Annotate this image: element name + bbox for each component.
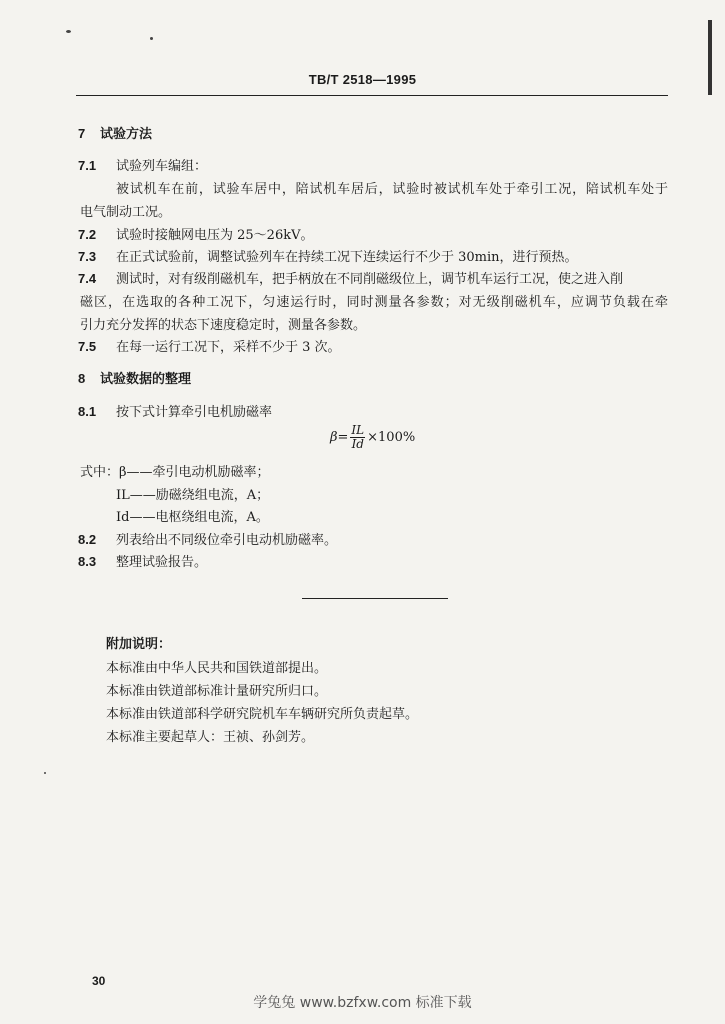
page-number: 30: [92, 974, 106, 988]
item-7-4: [78, 268, 668, 287]
excitation-ratio-formula: [330, 424, 415, 451]
standard-code-header: TB/T 2518—1995: [308, 72, 417, 87]
header-rule: [76, 95, 668, 96]
item-7-3: [78, 246, 578, 265]
item-7-4-line2: 磁区，在选取的各种工况下，匀速运行时，同时测量各参数；对无级削磁机车，应调节负载在牵: [80, 295, 668, 310]
item-8-3-number: 8.3: [78, 554, 97, 569]
appendix-line: 本标准由铁道部标准计量研究所归口。: [106, 684, 328, 699]
item-7-5-number: 7.5: [78, 339, 97, 354]
scan-speck: [44, 772, 46, 774]
item-7-5-text: 在每一运行工况下，采样不少于 3 次。: [116, 340, 341, 355]
item-8-2-text: 列表给出不同级位牵引电动机励磁率。: [116, 533, 338, 548]
watermark-text: 学兔兔 www.bzfxw.com 标准下载: [253, 995, 472, 1011]
item-7-3-number: 7.3: [78, 249, 97, 264]
appendix-title: 附加说明：: [106, 637, 172, 652]
formula-denominator: Id: [351, 437, 364, 451]
item-7-1-number: 7.1: [78, 158, 97, 173]
formula-lhs: β=: [330, 430, 349, 445]
item-7-4-line3: 引力充分发挥的状态下速度稳定时，测量各参数。: [80, 318, 367, 333]
where-line-il: IL——励磁绕组电流，A；: [116, 488, 270, 503]
section-7-number: 7: [78, 126, 86, 141]
scan-speck: [66, 30, 71, 33]
item-7-5: [78, 336, 341, 355]
where-line-id: Id——电枢绕组电流，A。: [116, 510, 269, 525]
section-8-title: 试验数据的整理: [100, 372, 192, 387]
item-8-3-text: 整理试验报告。: [116, 555, 208, 570]
section-7-heading: [78, 123, 152, 142]
item-8-2: [78, 529, 337, 548]
item-7-2-number: 7.2: [78, 227, 97, 242]
formula-rhs: ×100%: [367, 430, 416, 445]
section-8-heading: [78, 368, 191, 387]
scan-edge-mark: [708, 20, 712, 95]
item-7-4-text: 测试时，对有级削磁机车，把手柄放在不同削磁级位上，调节机车运行工况，使之进入削: [116, 272, 624, 287]
item-7-1-line2: 电气制动工况。: [80, 205, 172, 220]
formula-fraction: [350, 424, 365, 451]
item-7-1-text: 试验列车编组：: [116, 159, 208, 174]
item-7-3-text: 在正式试验前，调整试验列车在持续工况下连续运行不少于 30min，进行预热。: [116, 250, 578, 265]
item-8-1: [78, 401, 272, 420]
item-7-4-number: 7.4: [78, 271, 97, 286]
item-7-1-line1: 被试机车在前，试验车居中，陪试机车居后，试验时被试机车处于牵引工况，陪试机车处于: [116, 182, 668, 197]
item-8-2-number: 8.2: [78, 532, 97, 547]
item-7-2: [78, 224, 313, 243]
appendix-line: 本标准由中华人民共和国铁道部提出。: [106, 661, 328, 676]
appendix-line: 本标准主要起草人：王祯、孙剑芳。: [106, 730, 315, 745]
item-8-3: [78, 551, 207, 570]
item-8-1-number: 8.1: [78, 404, 97, 419]
formula-numerator: IL: [351, 423, 365, 437]
item-7-1: [78, 155, 207, 174]
separator-rule: [302, 598, 448, 599]
scan-speck: [150, 37, 153, 40]
section-7-title: 试验方法: [100, 127, 153, 142]
where-line-beta: 式中：β——牵引电动机励磁率；: [80, 465, 270, 480]
appendix-line: 本标准由铁道部科学研究院机车车辆研究所负责起草。: [106, 707, 419, 722]
item-8-1-text: 按下式计算牵引电机励磁率: [116, 405, 273, 420]
item-7-2-text: 试验时接触网电压为 25～26kV。: [116, 228, 314, 243]
section-8-number: 8: [78, 371, 86, 386]
